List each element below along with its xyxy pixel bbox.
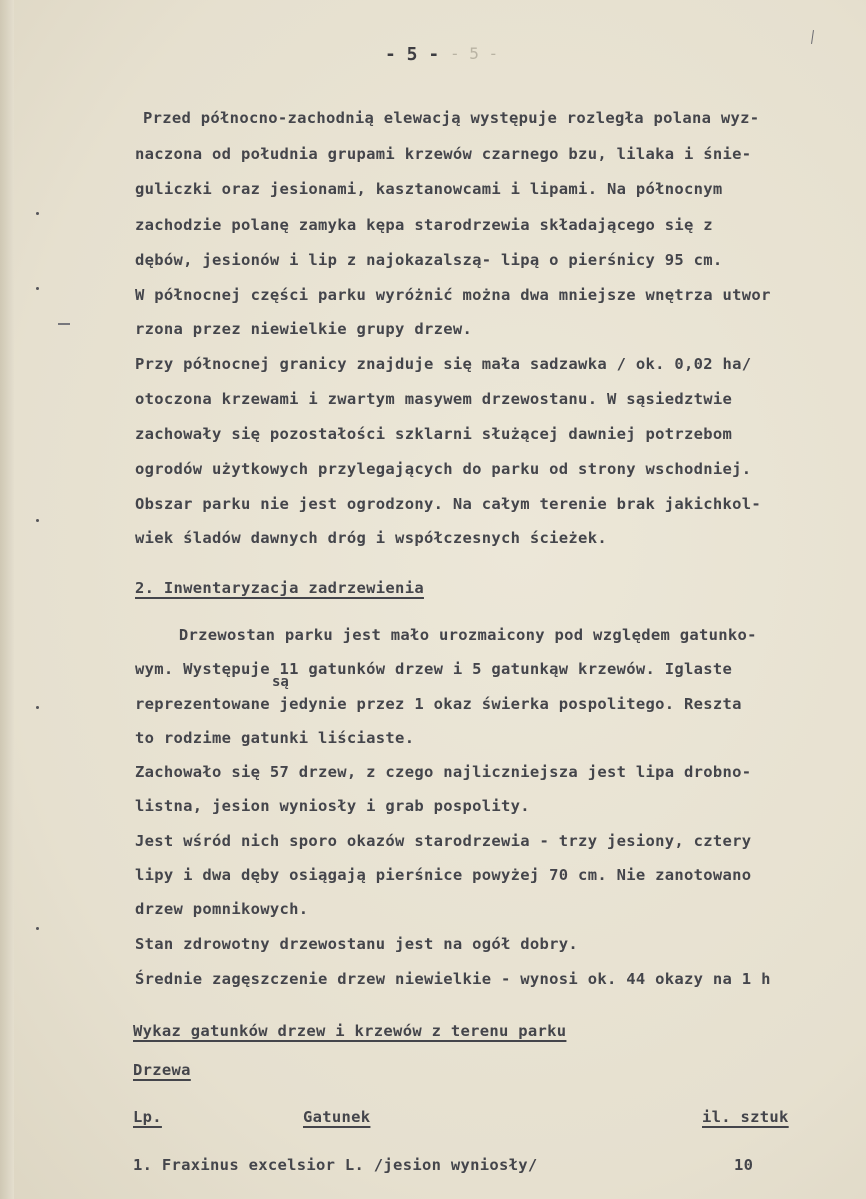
text-line: naczona od południa grupami krzewów czarnego bzu, lilaka i śnie- (135, 145, 752, 163)
column-lp: Lp. (133, 1108, 162, 1126)
subheading: Drzewa (133, 1061, 191, 1079)
table-row-text: 1. Fraxinus excelsior L. /jesion wyniosły/ (133, 1156, 538, 1174)
text-line: Przy północnej granicy znajduje się mała sadzawka / ok. 0,02 ha/ (135, 355, 752, 373)
text-line: otoczona krzewami i zwartym masywem drzewostanu. W sąsiedztwie (135, 390, 733, 408)
text-line: Obszar parku nie jest ogrodzony. Na całym terenie brak jakichkol- (135, 495, 762, 513)
text-line: to rodzime gatunki liściaste. (135, 729, 415, 747)
margin-dot (36, 706, 39, 709)
text-line: Średnie zagęszczenie drzew niewielkie - wynosi ok. 44 okazy na 1 h (135, 970, 771, 988)
inserted-word: są (272, 674, 289, 690)
text-line: zachodzie polanę zamyka kępa starodrzewia składającego się z (135, 216, 713, 234)
section-heading: 2. Inwentaryzacja zadrzewienia (135, 579, 424, 597)
text-line: wym. Występuje 11 gatunków drzew i 5 gatunkąw krzewów. Iglaste (135, 660, 733, 678)
text-line: ogrodów użytkowych przylegających do parku od strony wschodniej. (135, 460, 752, 478)
column-name: Gatunek (303, 1108, 371, 1126)
text-line: lipy i dwa dęby osiągają pierśnice powyżej 70 cm. Nie zanotowano (135, 866, 752, 884)
text-line: wiek śladów dawnych dróg i współczesnych ścieżek. (135, 529, 607, 547)
margin-dot (36, 287, 39, 290)
text-line: Stan zdrowotny drzewostanu jest na ogół dobry. (135, 935, 579, 953)
margin-dot (36, 212, 39, 215)
text-line: listna, jesion wyniosły i grab pospolity. (135, 797, 530, 815)
page-number-ghost: - 5 - (450, 44, 499, 63)
text-line: guliczki oraz jesionami, kasztanowcami i lipami. Na północnym (135, 180, 723, 198)
margin-dot (36, 927, 39, 930)
page-number: - 5 - (385, 44, 440, 65)
list-heading: Wykaz gatunków drzew i krzewów z terenu parku (133, 1022, 567, 1040)
column-count: il. sztuk (702, 1108, 789, 1126)
table-row-count: 10 (734, 1156, 754, 1174)
margin-dash (58, 323, 70, 325)
pencil-mark (811, 30, 814, 44)
text-line: zachowały się pozostałości szklarni służącej dawniej potrzebom (135, 425, 733, 443)
text-line: W północnej części parku wyróżnić można dwa mniejsze wnętrza utwor (135, 286, 771, 304)
text-line: Przed północno-zachodnią elewacją występuje rozległa polana wyz- (143, 109, 760, 127)
text-line: Drzewostan parku jest mało urozmaicony pod względem gatunko- (150, 626, 757, 644)
text-line: Jest wśród nich sporo okazów starodrzewia - trzy jesiony, cztery (135, 832, 752, 850)
page-edge-shadow (0, 0, 14, 1199)
text-line: Zachowało się 57 drzew, z czego najliczniejsza jest lipa drobno- (135, 763, 752, 781)
margin-dot (36, 519, 39, 522)
text-line: rzona przez niewielkie grupy drzew. (135, 320, 473, 338)
text-line: dębów, jesionów i lip z najokazalszą- lipą o pierśnicy 95 cm. (135, 251, 723, 269)
text-line: drzew pomnikowych. (135, 900, 309, 918)
text-line: reprezentowane jedynie przez 1 okaz świerka pospolitego. Reszta (135, 695, 742, 713)
